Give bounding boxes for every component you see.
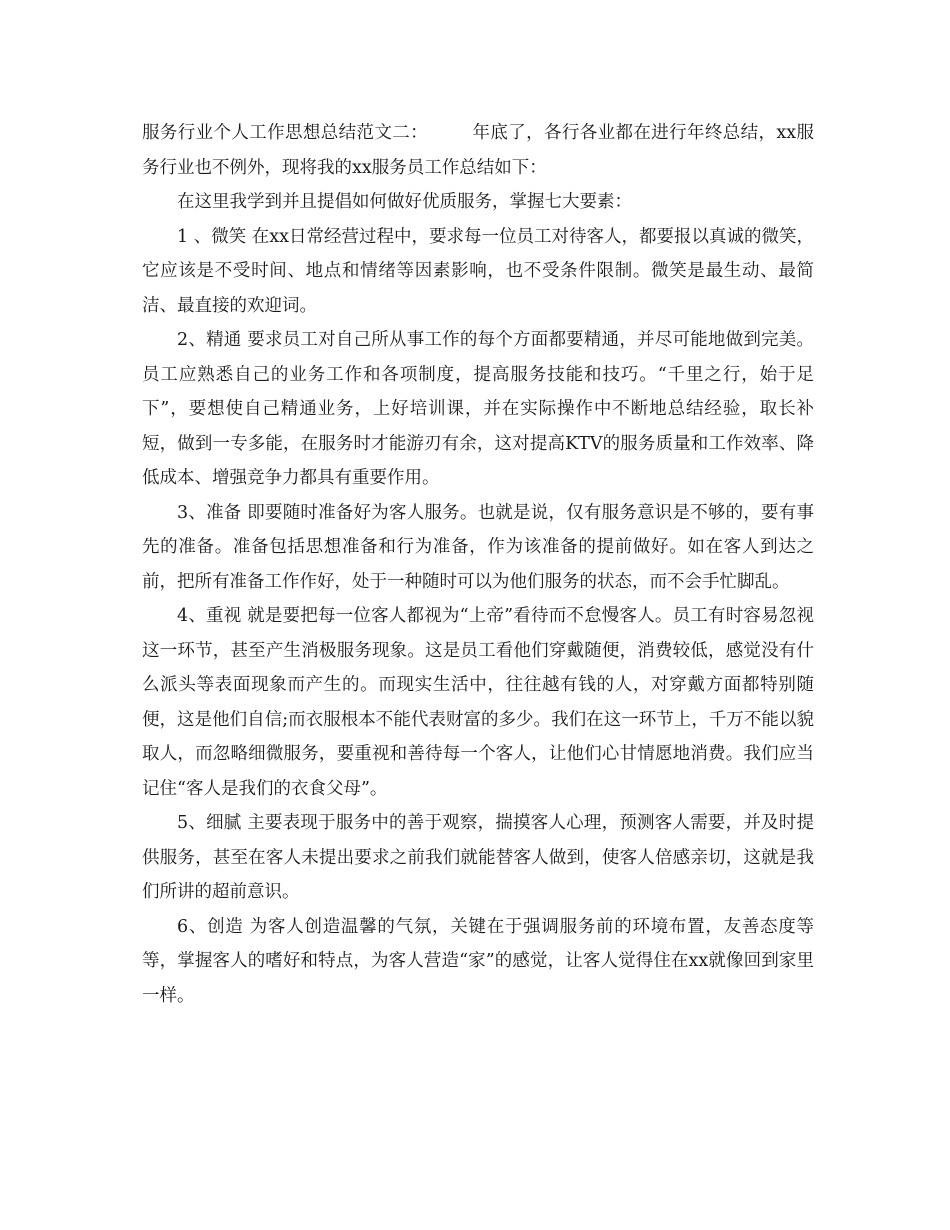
element-attention-paragraph: 4、重视 就是要把每一位客人都视为“上帝”看待而不怠慢客人。员工有时容易忽视这一环节，甚至产生消极服务现象。这是员工看他们穿戴随便，消费较低，感觉没有什么派头等表面现象而产生的。而现实生活中，往往越有钱的人，对穿戴方面都特别随便，这是他们自信;而衣服根本不能代表财富的多少。我们在这一环节上，千万不能以貌取人，而忽略细微服务，要重视和善待每一个客人，让他们心甘情愿地消费。我们应当记住“客人是我们的衣食父母”。 <box>142 606 814 799</box>
intro-text: 年底了，各行各业都在进行年终总结，xx服务行业也不例外，现将我的xx服务员工作总结如下： <box>142 123 814 178</box>
element-creation-paragraph: 6、创造 为客人创造温馨的气氛，关键在于强调服务前的环境布置，友善态度等等，掌握客人的嗜好和特点，为客人营造“家”的感觉，让客人觉得住在xx就像回到家里一样。 <box>142 916 814 1006</box>
document-heading: 服务行业个人工作思想总结范文二： <box>142 123 429 143</box>
element-preparation-paragraph: 3、准备 即要随时准备好为客人服务。也就是说，仅有服务意识是不够的，要有事先的准备。准备包括思想准备和行为准备，作为该准备的提前做好。如在客人到达之前，把所有准备工作作好，处于一种随时可以为他们服务的状态，而不会手忙脚乱。 <box>142 502 814 592</box>
element-proficiency-paragraph: 2、精通 要求员工对自己所从事工作的每个方面都要精通，并尽可能地做到完美。员工应熟悉自己的业务工作和各项制度，提高服务技能和技巧。“千里之行，始于足下”，要想使自己精通业务，上好培训课，并在实际操作中不断地总结经验，取长补短，做到一专多能，在服务时才能游刃有余，这对提高KTV的服务质量和工作效率、降低成本、增强竞争力都具有重要作用。 <box>142 330 814 488</box>
document-body <box>142 116 814 1013</box>
element-smile-paragraph: 1 、微笑 在xx日常经营过程中，要求每一位员工对待客人，都要报以真诚的微笑，它应该是不受时间、地点和情绪等因素影响，也不受条件限制。微笑是最生动、最简洁、最直接的欢迎词。 <box>142 226 814 316</box>
intro-paragraph <box>142 116 814 185</box>
element-attentiveness-paragraph: 5、细腻 主要表现于服务中的善于观察，揣摸客人心理，预测客人需要，并及时提供服务，甚至在客人未提出要求之前我们就能替客人做到，使客人倍感亲切，这就是我们所讲的超前意识。 <box>142 813 814 902</box>
lead-paragraph: 在这里我学到并且提倡如何做好优质服务，掌握七大要素： <box>177 192 632 212</box>
